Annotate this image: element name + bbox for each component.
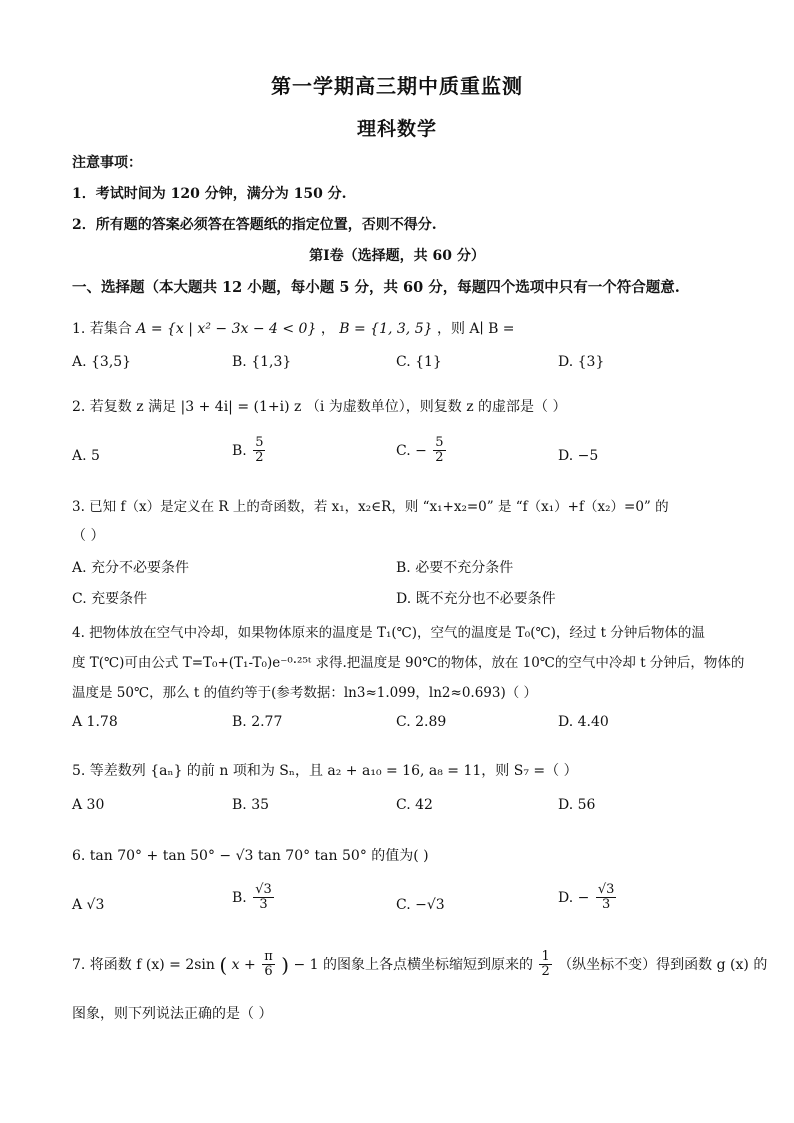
- q7-prefix: 7. 将函数 f (x) = 2sin: [72, 956, 215, 973]
- q7-middle: − 1 的图象上各点横坐标缩短到原来的: [293, 956, 533, 973]
- q6-option-c: C. −√3: [396, 897, 445, 913]
- question-5-stem: 5. 等差数列 {aₙ} 的前 n 项和为 Sₙ，且 a₂ + a₁₀ = 16, a₈ = 11，则 S₇ =（ ）: [72, 763, 578, 779]
- question-4-line-2: 度 T(℃)可由公式 T=T₀+(T₁-T₀)e⁻⁰·²⁵ᵗ 求得.把温度是 90℃的物体，放在 10℃的空气中冷却 t 分钟后，物体的: [72, 655, 745, 671]
- q2-option-c-fraction: [433, 436, 445, 466]
- page-title: 第一学期高三期中质重监测: [271, 74, 523, 98]
- q3-option-a: A. 充分不必要条件: [72, 560, 190, 576]
- note-item-1: 1．考试时间为 120 分钟，满分为 150 分.: [72, 186, 347, 202]
- question-6-stem: 6. tan 70° + tan 50° − √3 tan 70° tan 50° 的值为( ): [72, 848, 429, 864]
- q3-answer-paren: （ ）: [72, 528, 105, 544]
- section-instruction: 一、选择题（本大题共 12 小题，每小题 5 分，共 60 分，每题四个选项中只有一个符合题意.: [72, 279, 680, 296]
- question-7-line-2: 图象，则下列说法正确的是（ ）: [72, 1006, 273, 1022]
- q6-option-a: A √3: [72, 897, 105, 913]
- fraction-numerator: √3: [597, 882, 615, 897]
- q5-option-d: D. 56: [558, 797, 596, 813]
- fraction-numerator: 5: [435, 435, 444, 450]
- q6-option-b-label: B.: [232, 889, 247, 906]
- fraction-numerator: 5: [255, 435, 264, 450]
- q2-option-b-fraction: [253, 436, 265, 466]
- fraction-numerator: 1: [541, 949, 550, 964]
- q2-option-b: [232, 436, 267, 466]
- question-1-stem: [72, 318, 515, 338]
- q3-option-b: B. 必要不充分条件: [396, 560, 514, 576]
- q2-option-c: [396, 436, 448, 466]
- q7-paren-left: (: [219, 952, 228, 977]
- q1-separator: ，: [320, 321, 335, 337]
- q2-option-a: A. 5: [72, 448, 100, 464]
- fraction-denominator: 2: [541, 964, 550, 980]
- q1-option-b: B. {1,3}: [232, 354, 292, 370]
- fraction-denominator: 6: [264, 964, 273, 980]
- q1-set-a: A = {x | x² − 3x − 4 < 0}: [136, 321, 317, 337]
- q7-pi-over-6: [262, 950, 275, 980]
- q7-x-plus: x +: [231, 956, 256, 973]
- fraction-denominator: 3: [259, 897, 268, 913]
- q4-option-b: B. 2.77: [232, 714, 283, 730]
- q4-option-d: D. 4.40: [558, 714, 609, 730]
- q7-paren-right: ): [281, 952, 289, 977]
- fraction-denominator: 2: [435, 450, 444, 466]
- q2-option-b-label: B.: [232, 442, 247, 459]
- q1-option-d: D. {3}: [558, 354, 605, 370]
- q1-option-c: C. {1}: [396, 354, 442, 370]
- fraction-numerator: π: [264, 949, 273, 964]
- fraction-denominator: 2: [255, 450, 264, 466]
- q3-option-d: D. 既不充分也不必要条件: [396, 591, 556, 607]
- q2-option-d: D. −5: [558, 448, 599, 464]
- q5-option-c: C. 42: [396, 797, 433, 813]
- q6-option-d-label: D. −: [558, 889, 590, 906]
- q5-option-a: A 30: [72, 797, 105, 813]
- q6-option-d: [558, 883, 618, 913]
- question-2-stem: 2. 若复数 z 满足 |3 + 4i| = (1+i) z （i 为虚数单位），则复数 z 的虚部是（ ）: [72, 399, 567, 415]
- q4-option-a: A 1.78: [72, 714, 118, 730]
- q6-option-d-fraction: [596, 883, 617, 913]
- q1-tail: ，则 A∣ B =: [436, 321, 515, 337]
- notes-heading: 注意事项：: [72, 155, 142, 171]
- page-subtitle: 理科数学: [356, 118, 437, 140]
- note-item-2: 2．所有题的答案必须答在答题纸的指定位置，否则不得分.: [72, 217, 437, 233]
- q1-number: 1. 若集合: [72, 321, 132, 337]
- question-7-stem: [72, 950, 767, 980]
- question-4-line-3: 温度是 50℃，那么 t 的值约等于(参考数据：ln3≈1.099，ln2≈0.693)（ ）: [72, 685, 538, 701]
- fraction-numerator: √3: [255, 882, 272, 897]
- q6-option-b: [232, 883, 276, 913]
- q1-option-a: A. {3,5}: [72, 354, 132, 370]
- q6-option-b-fraction: [253, 883, 274, 913]
- q7-post: （纵坐标不变）得到函数 g (x) 的: [558, 956, 768, 973]
- q3-option-c: C. 充要条件: [72, 591, 148, 607]
- q4-option-c: C. 2.89: [396, 714, 447, 730]
- part-title: 第Ⅰ卷（选择题，共 60 分）: [309, 248, 485, 264]
- question-3-stem: 3. 已知 f（x）是定义在 R 上的奇函数，若 x₁，x₂∈R，则 “x₁+x₂=0” 是 “f（x₁）+f（x₂）=0” 的: [72, 499, 669, 515]
- q5-option-b: B. 35: [232, 797, 270, 813]
- question-4-line-1: 4. 把物体放在空气中冷却，如果物体原来的温度是 T₁(℃)，空气的温度是 T₀(℃)，经过 t 分钟后物体的温: [72, 625, 705, 641]
- q1-set-b: B = {1, 3, 5}: [339, 321, 433, 337]
- q7-one-half: [539, 950, 551, 980]
- q2-option-c-label: C. −: [396, 442, 427, 459]
- fraction-denominator: 3: [601, 897, 611, 913]
